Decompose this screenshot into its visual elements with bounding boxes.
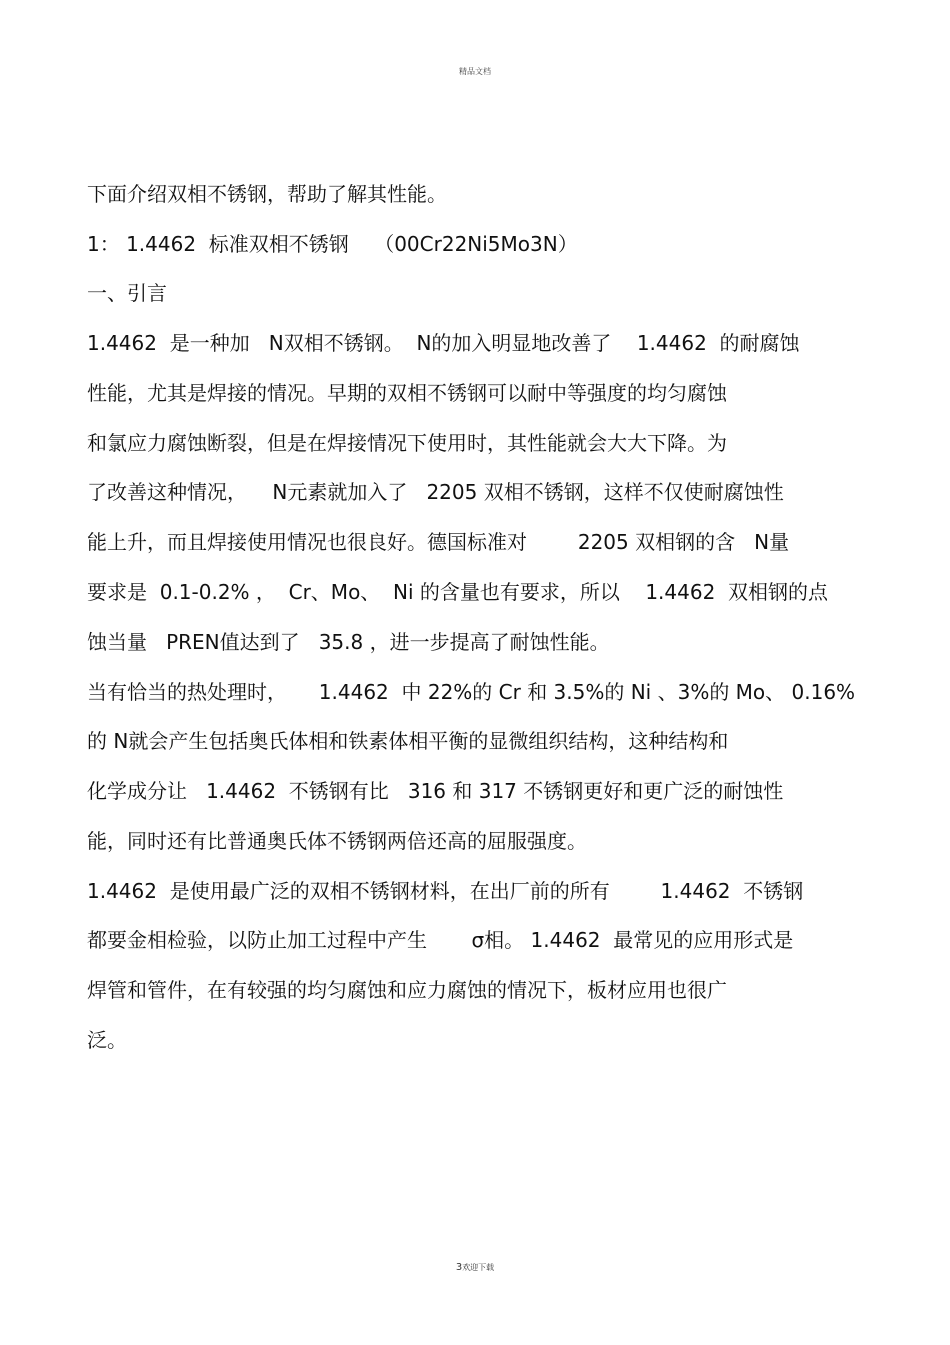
paragraph-line: 化学成分让 1.4462 不锈钢有比 316 和 317 不锈钢更好和更广泛的耐蚀性 (87, 779, 784, 803)
paragraph-line: 1.4462 是一种加 N双相不锈钢。 N的加入明显地改善了 1.4462 的耐腐蚀 (87, 331, 800, 355)
paragraph-line: 了改善这种情况， N元素就加入了 2205 双相不锈钢，这样不仅使耐腐蚀性 (87, 480, 784, 504)
intro-line: 下面介绍双相不锈钢，帮助了解其性能。 (87, 182, 447, 206)
paragraph-line: 能，同时还有比普通奥氏体不锈钢两倍还高的屈服强度。 (87, 829, 587, 853)
paragraph-line: 都要金相检验，以防止加工过程中产生 σ相。 1.4462 最常见的应用形式是 (87, 928, 794, 952)
paragraph-line: 当有恰当的热处理时， 1.4462 中 22%的 Cr 和 3.5%的 Ni 、3%的 Mo、 0.16% (87, 680, 856, 704)
paragraph-line: 性能，尤其是焊接的情况。早期的双相不锈钢可以耐中等强度的均匀腐蚀 (87, 381, 727, 405)
paragraph-line: 焊管和管件，在有较强的均匀腐蚀和应力腐蚀的情况下，板材应用也很广 (87, 978, 727, 1002)
section-title: 1： 1.4462 标准双相不锈钢 （00Cr22Ni5Mo3N） (87, 232, 578, 256)
paragraph-line: 1.4462 是使用最广泛的双相不锈钢材料，在出厂前的所有 1.4462 不锈钢 (87, 879, 804, 903)
paragraph-line: 能上升，而且焊接使用情况也很良好。德国标准对 2205 双相钢的含 N量 (87, 530, 790, 554)
paragraph-line: 的 N就会产生包括奥氏体相和铁素体相平衡的显微组织结构，这种结构和 (87, 729, 729, 753)
subsection-heading: 一、引言 (87, 281, 167, 305)
page-footer (0, 1262, 950, 1273)
header-mark: 精品文档 (459, 67, 491, 76)
footer-text: 欢迎下载 (462, 1263, 495, 1272)
paragraph-line: 要求是 0.1-0.2% ， Cr、Mo、 Ni 的含量也有要求，所以 1.4462 双相钢的点 (87, 580, 829, 604)
paragraph-line: 蚀当量 PREN值达到了 35.8 ，进一步提高了耐蚀性能。 (87, 630, 610, 654)
paragraph-line: 泛。 (87, 1028, 127, 1052)
page-number: 3 (455, 1262, 463, 1273)
paragraph-line: 和氯应力腐蚀断裂，但是在焊接情况下使用时，其性能就会大大下降。为 (87, 431, 727, 455)
